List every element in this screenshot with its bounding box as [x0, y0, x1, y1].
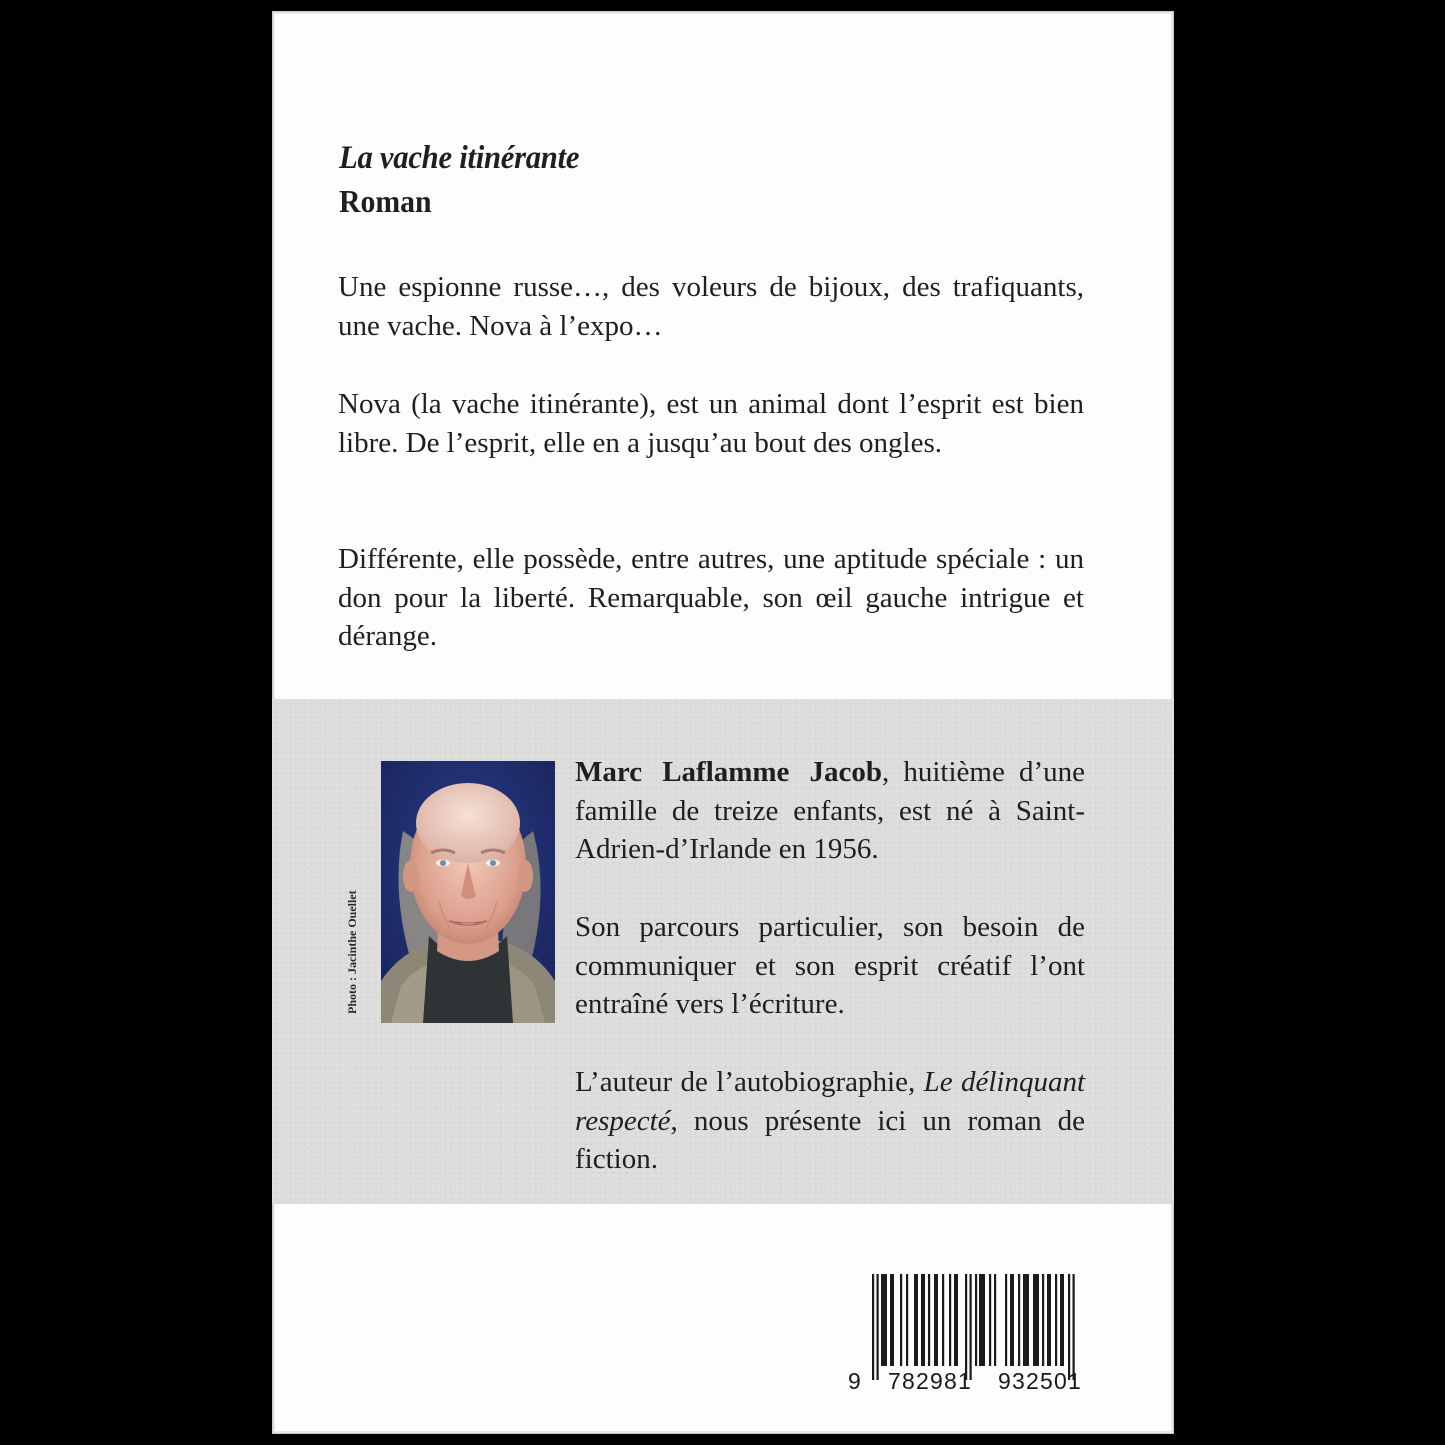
author-bio-paragraph	[575, 753, 1085, 869]
author-name: Marc Laflamme Jacob	[575, 756, 883, 788]
blurb-paragraph: Différente, elle possède, entre autres, une aptitude spéciale : un don pour la liberté. Remarquable, son œil gauche intrigue et dérange.	[338, 543, 1084, 652]
isbn-left-group: 782981	[888, 1368, 972, 1394]
book-back-cover	[272, 11, 1174, 1434]
previous-book-title: Le délinquant respecté	[575, 1066, 1085, 1137]
book-title: La vache itinérante	[339, 140, 580, 176]
book-genre: Roman	[339, 183, 432, 219]
author-section	[272, 699, 1174, 1204]
photo-credit-text: Photo : Jacinthe Ouellet	[345, 890, 359, 1014]
isbn-barcode	[848, 1272, 1088, 1392]
author-bio-text: , nous présente ici un roman de fiction.	[575, 1104, 1085, 1175]
blurb-paragraph: Nova (la vache itinérante), est un animal dont l’esprit est bien libre. De l’esprit, elle en a jusqu’au bout des ongles.	[338, 388, 1084, 459]
barcode-icon	[848, 1272, 1088, 1382]
author-bio-paragraph	[575, 1063, 1085, 1179]
isbn-right-group: 932501	[998, 1368, 1082, 1394]
isbn-first-digit: 9	[848, 1368, 861, 1394]
blurb-paragraph: Une espionne russe…, des voleurs de bijoux, des trafiquants, une vache. Nova à l’expo…	[338, 271, 1084, 342]
author-portrait-icon	[381, 761, 555, 1023]
isbn-number	[848, 1368, 1088, 1394]
photo-credit	[346, 864, 362, 1014]
author-bio-paragraph: Son parcours particulier, son besoin de communiquer et son esprit créatif l’ont entraîné vers l’écriture.	[575, 911, 1085, 1020]
author-bio-text: L’auteur de l’autobiographie,	[575, 1066, 924, 1098]
author-bio-text: , huitième d’une famille de treize enfants, est né à Saint-Adrien-d’Irlande en 1956.	[575, 756, 1085, 865]
